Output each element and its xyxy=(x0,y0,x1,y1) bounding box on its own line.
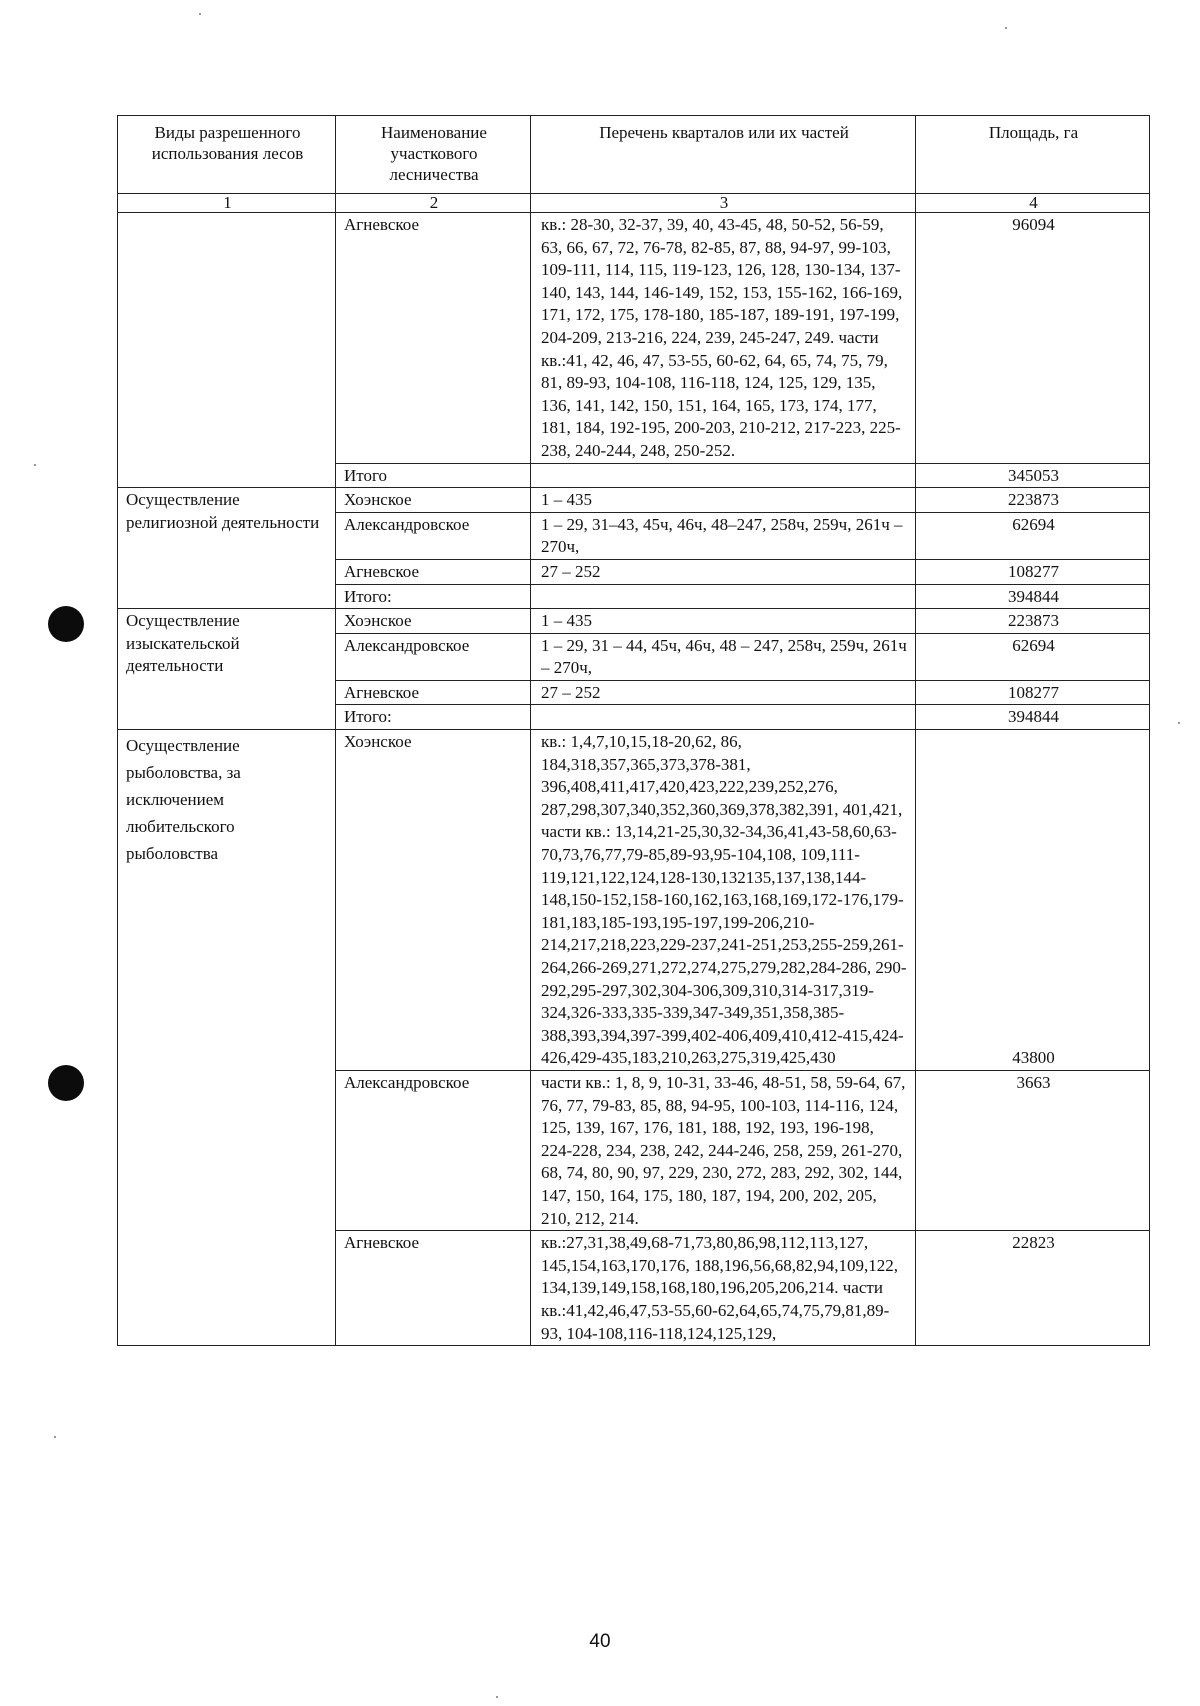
hole-punch-mark-upper xyxy=(48,606,84,642)
forestry-cell: Итого: xyxy=(336,584,531,609)
quarters-cell xyxy=(531,463,916,488)
quarters-cell: 1 – 29, 31 – 44, 45ч, 46ч, 48 – 247, 258ч, 259ч, 261ч – 270ч, xyxy=(531,633,916,680)
table-row xyxy=(118,730,1150,1071)
quarters-cell: кв.:27,31,38,49,68-71,73,80,86,98,112,113,127, 145,154,163,170,176, 188,196,56,68,82,94,109,122, 134,139,149,158,168,180,196,205,206,214. части кв.:41,42,46,47,53-55,60-62,64,65,74,75,79,81,89-93, 104-108,116-118,124,125,129, xyxy=(531,1231,916,1346)
column-number: 3 xyxy=(531,194,916,213)
quarters-cell xyxy=(531,705,916,730)
area-cell: 345053 xyxy=(916,463,1150,488)
area-cell: 96094 xyxy=(916,213,1150,464)
column-number: 1 xyxy=(118,194,336,213)
forestry-cell: Агневское xyxy=(336,680,531,705)
forestry-cell: Агневское xyxy=(336,213,531,464)
table-row xyxy=(118,609,1150,634)
use-type-cell xyxy=(118,213,336,488)
use-type-cell: Осуществление рыболовства, за исключением любительского рыболовства xyxy=(118,730,336,1346)
table-row xyxy=(118,213,1150,464)
forestry-cell: Агневское xyxy=(336,559,531,584)
forestry-cell: Александровское xyxy=(336,633,531,680)
area-cell: 43800 xyxy=(916,730,1150,1071)
quarters-cell xyxy=(531,584,916,609)
header-area: Площадь, га xyxy=(916,116,1150,194)
quarters-cell: 1 – 435 xyxy=(531,609,916,634)
forest-use-table xyxy=(117,115,1150,1346)
quarters-cell: кв.: 1,4,7,10,15,18-20,62, 86, 184,318,357,365,373,378-381, 396,408,411,417,420,423,222,239,252,276, 287,298,307,340,352,360,369,378,382,391, 401,421, части кв.: 13,14,21-25,30,32-34,36,41,43-58,60,63-70,73,76,77,79-85,89-93,95-104,108, 109,111-119,121,122,124,128-130,132135,137,138,144-148,150-152,158-160,162,163,168,169,172-176,179-181,183,185-193,195-197,199-206,210-214,217,218,223,229-237,241-251,253,255-259,261-264,266-269,271,272,274,275,279,282,284-286, 290-292,295-297,302,304-306,309,310,314-317,319-324,326-333,335-339,347-349,351,358,385-388,393,394,397-399,402-406,409,410,412-415,424-426,429-435,183,210,263,275,319,425,430 xyxy=(531,730,916,1071)
scan-speck xyxy=(496,1696,498,1698)
scan-speck xyxy=(34,464,36,466)
forestry-cell: Хоэнское xyxy=(336,488,531,513)
area-cell: 108277 xyxy=(916,680,1150,705)
quarters-cell: 1 – 29, 31–43, 45ч, 46ч, 48–247, 258ч, 259ч, 261ч – 270ч, xyxy=(531,512,916,559)
quarters-cell: 27 – 252 xyxy=(531,559,916,584)
quarters-cell: 1 – 435 xyxy=(531,488,916,513)
scan-speck xyxy=(1178,722,1180,724)
header-use-type: Виды разрешенного использования лесов xyxy=(118,116,336,194)
area-cell: 3663 xyxy=(916,1070,1150,1230)
forestry-cell: Итого: xyxy=(336,705,531,730)
quarters-cell: кв.: 28-30, 32-37, 39, 40, 43-45, 48, 50-52, 56-59, 63, 66, 67, 72, 76-78, 82-85, 87, 88, 94-97, 99-103, 109-111, 114, 115, 119-123, 126, 128, 130-134, 137-140, 143, 144, 146-149, 152, 153, 155-162, 166-169, 171, 172, 175, 178-180, 185-187, 189-191, 197-199, 204-209, 213-216, 224, 239, 245-247, 249. части кв.:41, 42, 46, 47, 53-55, 60-62, 64, 65, 74, 75, 79, 81, 89-93, 104-108, 116-118, 124, 125, 129, 135, 136, 141, 142, 150, 151, 164, 165, 173, 174, 177, 181, 184, 192-195, 200-203, 210-212, 217-223, 225-238, 240-244, 248, 250-252. xyxy=(531,213,916,464)
column-number: 2 xyxy=(336,194,531,213)
header-forestry: Наименование участкового лесничества xyxy=(336,116,531,194)
forestry-cell: Агневское xyxy=(336,1231,531,1346)
scan-speck xyxy=(1005,27,1007,29)
table-row xyxy=(118,488,1150,513)
forestry-cell: Хоэнское xyxy=(336,609,531,634)
page-number: 40 xyxy=(589,1631,611,1652)
scan-speck xyxy=(54,1436,56,1438)
hole-punch-mark-lower xyxy=(48,1065,84,1101)
quarters-cell: 27 – 252 xyxy=(531,680,916,705)
forestry-cell: Александровское xyxy=(336,1070,531,1230)
area-cell: 394844 xyxy=(916,705,1150,730)
column-number-row xyxy=(118,194,1150,213)
area-cell: 22823 xyxy=(916,1231,1150,1346)
area-cell: 394844 xyxy=(916,584,1150,609)
scan-speck xyxy=(199,13,201,15)
area-cell: 108277 xyxy=(916,559,1150,584)
forestry-cell: Александровское xyxy=(336,512,531,559)
header-quarters: Перечень кварталов или их частей xyxy=(531,116,916,194)
area-cell: 62694 xyxy=(916,512,1150,559)
use-type-cell: Осуществление изыскательской деятельности xyxy=(118,609,336,730)
column-number: 4 xyxy=(916,194,1150,213)
area-cell: 223873 xyxy=(916,609,1150,634)
use-type-cell: Осуществление религиозной деятельности xyxy=(118,488,336,609)
area-cell: 223873 xyxy=(916,488,1150,513)
quarters-cell: части кв.: 1, 8, 9, 10-31, 33-46, 48-51, 58, 59-64, 67, 76, 77, 79-83, 85, 88, 94-95, 100-103, 114-116, 124, 125, 139, 167, 176, 181, 188, 192, 193, 196-198, 224-228, 234, 238, 242, 244-246, 258, 259, 261-270, 68, 74, 80, 90, 97, 229, 230, 272, 283, 292, 302, 144, 147, 150, 164, 175, 180, 187, 194, 200, 202, 205, 210, 212, 214. xyxy=(531,1070,916,1230)
area-cell: 62694 xyxy=(916,633,1150,680)
forestry-cell: Хоэнское xyxy=(336,730,531,1071)
forestry-cell: Итого xyxy=(336,463,531,488)
header-row xyxy=(118,116,1150,194)
